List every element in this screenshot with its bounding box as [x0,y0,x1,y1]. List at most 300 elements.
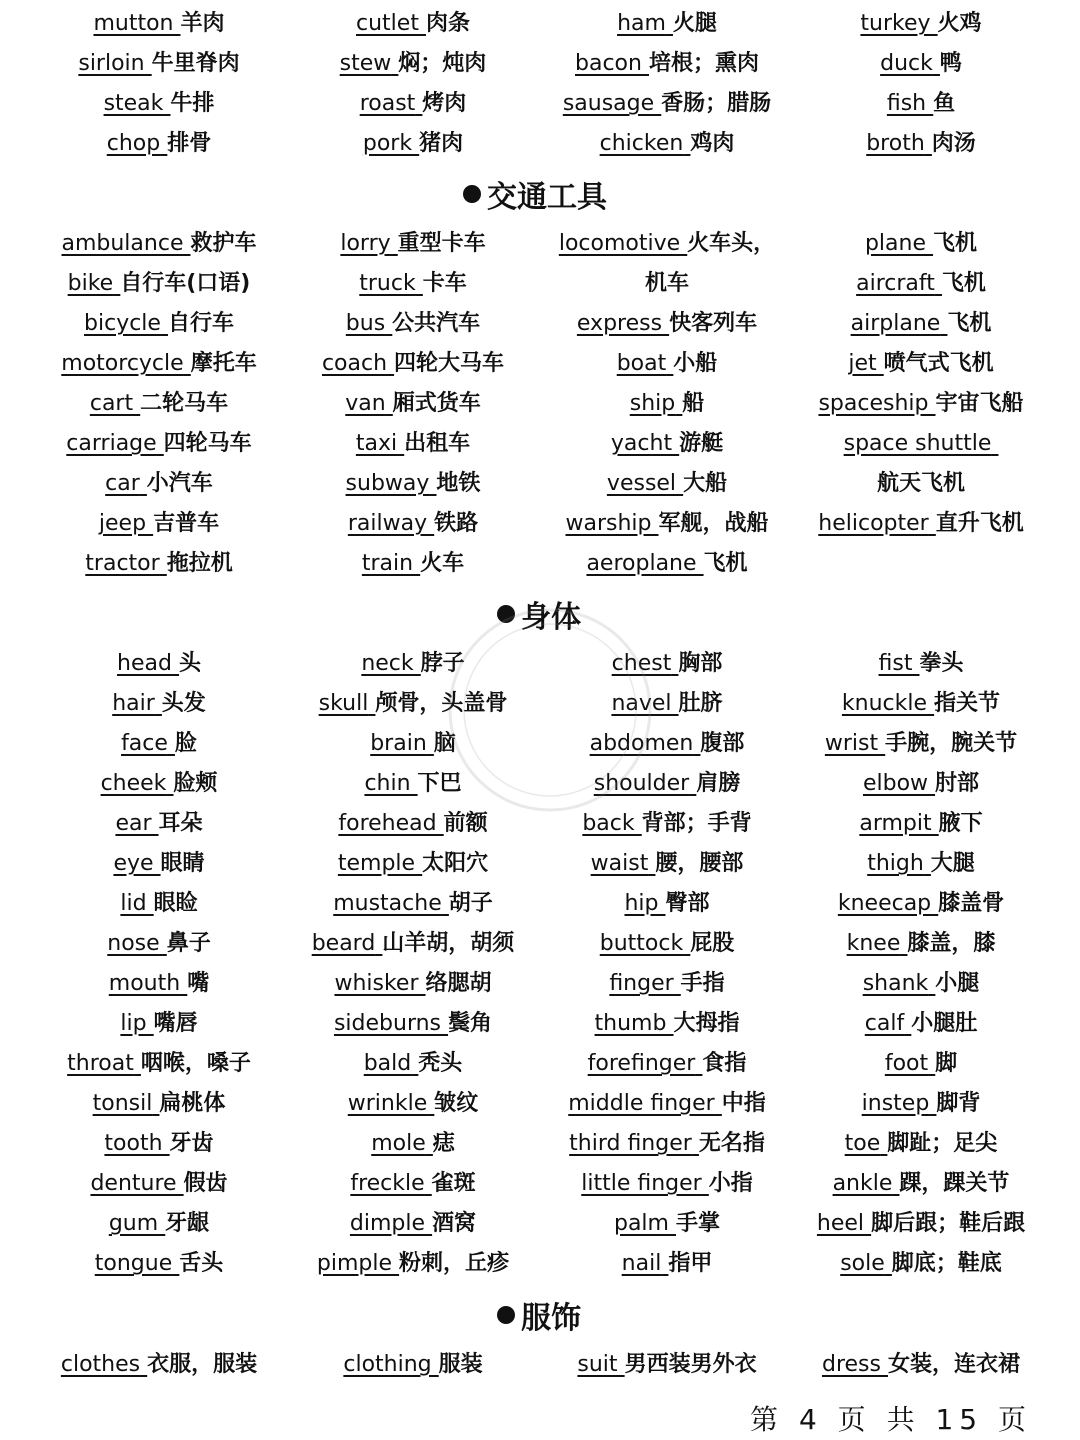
vocab-entry [540,544,794,584]
english-word: whisker [334,971,419,996]
chinese-meaning: 直升飞机 [935,511,1024,536]
english-word: aeroplane [586,551,697,576]
chinese-meaning: 腰，腰部 [655,851,744,876]
vocab-row [32,644,1048,684]
chinese-meaning: 皱纹 [434,1091,479,1116]
english-word: coach [321,351,388,376]
vocab-entry [286,1084,540,1124]
chinese-meaning: 前额 [443,811,488,836]
vocab-entry [540,884,794,924]
vocab-entry [540,504,794,544]
vocab-entry [794,124,1048,164]
chinese-meaning: 扁桃体 [159,1091,226,1116]
vocab-entry [540,124,794,164]
vocab-row [32,384,1048,424]
chinese-meaning: 中指 [721,1091,766,1116]
english-word: middle finger [568,1091,715,1116]
vocab-entry [794,1164,1048,1204]
chinese-meaning: 地铁 [436,471,481,496]
vocab-entry [286,804,540,844]
vocab-entry [32,264,286,304]
chinese-meaning: 牙龈 [165,1211,210,1236]
chinese-meaning: 公共汽车 [392,311,481,336]
vocab-row [32,344,1048,384]
chinese-meaning: 吉普车 [153,511,220,536]
vocab-row [32,1124,1048,1164]
chinese-meaning: 培根；熏肉 [648,51,759,76]
chinese-meaning: 嘴 [187,971,210,996]
vocab-entry [32,124,286,164]
english-word: lorry [340,231,391,256]
english-word: fist [878,651,913,676]
vocab-entry [286,344,540,384]
english-word: fish [886,91,927,116]
vocab-entry [540,1345,794,1385]
english-word: tonsil [92,1091,153,1116]
vocab-entry [540,384,794,424]
vocab-entry [32,4,286,44]
chinese-meaning: 背部；手背 [641,811,752,836]
english-word: suit [577,1352,618,1377]
vocab-entry [32,644,286,684]
vocab-entry [794,424,1048,464]
vocab-entry [32,844,286,884]
vocab-entry [540,424,794,464]
vocab-entry [286,464,540,504]
english-word: ankle [832,1171,893,1196]
vocab-entry [794,1204,1048,1244]
english-word: van [345,391,386,416]
english-word: bus [345,311,386,336]
vocab-entry [794,464,1048,504]
english-word: sausage [562,91,655,116]
english-word: yacht [610,431,673,456]
vocab-entry [794,1084,1048,1124]
chinese-meaning: 大船 [683,471,728,496]
english-word: third finger [569,1131,692,1156]
chinese-meaning: 羊肉 [180,11,225,36]
chinese-meaning: 踝，踝关节 [899,1171,1010,1196]
vocab-entry [540,84,794,124]
vocab-entry [286,124,540,164]
chinese-meaning: 鸭 [939,51,962,76]
english-word: chicken [599,131,684,156]
chinese-meaning: 假齿 [183,1171,228,1196]
section-title: 交通工具 [487,180,607,215]
vocab-row [32,4,1048,44]
vocab-row [32,924,1048,964]
vocab-row [32,304,1048,344]
chinese-meaning: 大腿 [930,851,975,876]
vocab-entry [794,1044,1048,1084]
vocab-entry [32,1084,286,1124]
chinese-meaning: 摩托车 [190,351,257,376]
chinese-meaning: 小指 [708,1171,753,1196]
vocab-entry [286,1244,540,1284]
english-word: calf [864,1011,905,1036]
english-word: knee [846,931,901,956]
chinese-meaning: 船 [682,391,705,416]
chinese-meaning: 火车头， [687,231,776,256]
chinese-meaning: 重型卡车 [397,231,486,256]
vocab-entry [286,4,540,44]
english-word: thigh [867,851,924,876]
chinese-meaning: 痣 [432,1131,455,1156]
vocab-entry [286,1345,540,1385]
vocab-row [32,544,1048,584]
vocab-row [32,424,1048,464]
vocab-row [32,724,1048,764]
chinese-meaning: 小汽车 [146,471,213,496]
vocab-entry [540,1204,794,1244]
chinese-meaning: 拳头 [919,651,964,676]
vocab-row [32,1044,1048,1084]
vocab-entry [540,724,794,764]
english-word: shoulder [593,771,690,796]
section-heading-body [0,592,1080,636]
vocab-entry [286,1204,540,1244]
english-word: jet [848,351,877,376]
vocab-entry [286,884,540,924]
chinese-meaning: 腹部 [700,731,745,756]
vocab-entry [794,1004,1048,1044]
page-number: 第 4 页 共 15 页 [750,1403,1032,1436]
chinese-meaning: 牛排 [170,91,215,116]
vocab-entry [540,344,794,384]
chinese-meaning: 救护车 [190,231,257,256]
vocab-entry [286,924,540,964]
english-word: eye [113,851,154,876]
vocab-entry [540,964,794,1004]
chinese-meaning: 航天飞机 [876,471,965,496]
english-word: armpit [859,811,932,836]
vocab-entry [32,1044,286,1084]
english-word: ham [617,11,666,36]
english-word: buttock [599,931,684,956]
chinese-meaning: 四轮大马车 [394,351,505,376]
chinese-meaning: 香肠；腊肠 [661,91,772,116]
vocab-entry [286,724,540,764]
vocab-entry [32,1204,286,1244]
english-word: pork [362,131,413,156]
vocab-entry [540,1084,794,1124]
vocab-entry [794,1124,1048,1164]
vocab-row [32,804,1048,844]
chinese-meaning: 脑 [433,731,456,756]
vocab-entry [540,644,794,684]
english-word: chin [364,771,411,796]
vocab-entry [794,504,1048,544]
vocab-entry [286,1164,540,1204]
english-word: abdomen [589,731,694,756]
english-word: mutton [93,11,174,36]
english-word: train [361,551,414,576]
english-word: jeep [98,511,147,536]
vocab-entry [794,384,1048,424]
english-word: bald [363,1051,412,1076]
vocab-row [32,1084,1048,1124]
english-word: neck [361,651,414,676]
chinese-meaning: 络腮胡 [425,971,492,996]
vocab-entry [286,764,540,804]
english-word: broth [866,131,925,156]
english-word: subway [345,471,430,496]
english-word: tongue [94,1251,173,1276]
chinese-meaning: 指甲 [668,1251,713,1276]
english-word: car [105,471,140,496]
vocab-entry [32,1004,286,1044]
vocab-entry [540,924,794,964]
vocab-row [32,84,1048,124]
vocab-entry [540,224,794,264]
vocab-entry [286,644,540,684]
english-word: throat [67,1051,134,1076]
chinese-meaning: 男西装男外衣 [624,1352,757,1377]
section-title: 服饰 [521,1301,581,1336]
english-word: mustache [333,891,442,916]
vocab-entry [540,844,794,884]
english-word: freckle [350,1171,425,1196]
vocab-entry [540,1044,794,1084]
chinese-meaning: 自行车(口语) [120,271,251,296]
english-word: taxi [355,431,398,456]
english-word: chest [611,651,672,676]
vocab-row [32,124,1048,164]
chinese-meaning: 出租车 [404,431,471,456]
vocab-entry [286,424,540,464]
chinese-meaning: 厢式货车 [392,391,481,416]
chinese-meaning: 二轮马车 [140,391,229,416]
chinese-meaning: 脚 [935,1051,958,1076]
english-word: dress [821,1352,881,1377]
english-word: railway [347,511,428,536]
bullet-icon [497,605,515,623]
vocab-entry [286,844,540,884]
english-word: face [121,731,168,756]
chinese-meaning: 自行车 [167,311,234,336]
chinese-meaning: 拖拉机 [166,551,233,576]
english-word: stew [339,51,392,76]
english-word: thumb [594,1011,667,1036]
vocab-row [32,1345,1048,1385]
chinese-meaning: 鬓角 [448,1011,493,1036]
chinese-meaning: 飞机 [703,551,748,576]
chinese-meaning: 无名指 [698,1131,765,1156]
vocab-entry [32,1244,286,1284]
vocab-entry [794,884,1048,924]
vocab-entry [540,684,794,724]
chinese-meaning: 屁股 [690,931,735,956]
english-word: helicopter [818,511,929,536]
english-word: lid [120,891,147,916]
chinese-meaning: 头发 [161,691,206,716]
english-word: truck [359,271,416,296]
bullet-icon [463,185,481,203]
vocab-entry [286,384,540,424]
english-word: motorcycle [61,351,184,376]
chinese-meaning: 服装 [438,1352,483,1377]
chinese-meaning: 膝盖，膝 [907,931,996,956]
english-word: finger [609,971,674,996]
chinese-meaning: 排骨 [167,131,212,156]
vocab-entry [794,84,1048,124]
english-word: mouth [108,971,181,996]
chinese-meaning: 雀斑 [431,1171,476,1196]
chinese-meaning: 胸部 [678,651,723,676]
english-word: aircraft [856,271,935,296]
vocab-entry [794,224,1048,264]
english-word: temple [337,851,416,876]
vocab-entry [32,724,286,764]
vocab-entry [540,764,794,804]
section-title: 身体 [521,600,581,635]
chinese-meaning: 飞机 [941,271,986,296]
vocab-entry [32,1164,286,1204]
chinese-meaning: 脚趾；足尖 [887,1131,998,1156]
vocab-entry [32,1124,286,1164]
vocab-entry [32,684,286,724]
english-word: turkey [860,11,931,36]
vocab-row [32,1204,1048,1244]
english-word: nose [107,931,160,956]
chinese-meaning: 脚后跟；鞋后跟 [871,1211,1026,1236]
english-word: skull [318,691,369,716]
vocab-entry [32,1345,286,1385]
vocab-entry [32,964,286,1004]
english-word: palm [613,1211,669,1236]
vocab-row [32,684,1048,724]
chinese-meaning: 鼻子 [166,931,211,956]
vocab-entry [286,1004,540,1044]
english-word: beard [311,931,376,956]
english-word: sole [840,1251,885,1276]
chinese-meaning: 脚背 [936,1091,981,1116]
english-word: back [582,811,635,836]
chinese-meaning: 宇宙飞船 [935,391,1024,416]
vocab-entry [540,304,794,344]
vocab-entry [540,4,794,44]
english-word: little finger [581,1171,702,1196]
vocab-row [32,884,1048,924]
chinese-meaning: 山羊胡，胡须 [382,931,515,956]
chinese-meaning: 烤肉 [422,91,467,116]
english-word: ear [115,811,152,836]
chinese-meaning: 脸 [174,731,197,756]
section-heading-clothing [0,1293,1080,1337]
english-word: kneecap [837,891,932,916]
english-word: dimple [349,1211,426,1236]
chinese-meaning: 牛里脊肉 [151,51,240,76]
chinese-meaning: 大拇指 [673,1011,740,1036]
vocab-entry [794,964,1048,1004]
vocab-entry [32,804,286,844]
vocab-entry [32,544,286,584]
english-word: head [117,651,172,676]
chinese-meaning: 肉条 [425,11,470,36]
chinese-meaning: 快客列车 [669,311,758,336]
vocab-entry [32,224,286,264]
vocab-entry [286,224,540,264]
vocab-row [32,44,1048,84]
chinese-meaning: 粉刺，丘疹 [399,1251,510,1276]
english-word: cutlet [356,11,419,36]
vocab-entry [32,464,286,504]
vocab-entry [286,504,540,544]
vocab-row [32,504,1048,544]
vocab-entry [794,644,1048,684]
english-word: cart [89,391,134,416]
chinese-meaning: 脸颊 [173,771,218,796]
chinese-meaning: 手掌 [675,1211,720,1236]
chinese-meaning: 胡子 [448,891,493,916]
chinese-meaning: 火腿 [672,11,717,36]
vocab-entry [794,724,1048,764]
vocab-entry [540,464,794,504]
english-word: waist [590,851,649,876]
english-word: nail [621,1251,662,1276]
english-word: bike [67,271,114,296]
english-word: bicycle [84,311,161,336]
vocab-entry [794,544,1048,584]
english-word: wrinkle [347,1091,428,1116]
chinese-meaning: 鱼 [933,91,956,116]
chinese-meaning: 喷气式飞机 [883,351,994,376]
english-word: ambulance [61,231,184,256]
vocab-entry [286,264,540,304]
vocab-row [32,1004,1048,1044]
english-word: toe [844,1131,881,1156]
english-word: roast [359,91,416,116]
vocab-row [32,224,1048,264]
chinese-meaning: 机车 [644,271,689,296]
english-word: wrist [824,731,879,756]
vocab-row [32,844,1048,884]
chinese-meaning: 小腿肚 [911,1011,978,1036]
english-word: hair [112,691,155,716]
vocab-row [32,464,1048,504]
chinese-meaning: 耳朵 [158,811,203,836]
vocab-entry [794,764,1048,804]
chinese-meaning: 卡车 [422,271,467,296]
chinese-meaning: 火鸡 [937,11,982,36]
chinese-meaning: 肉汤 [931,131,976,156]
vocab-entry [540,264,794,304]
english-word: warship [565,511,652,536]
vocab-entry [286,1044,540,1084]
english-word: brain [370,731,427,756]
vocab-entry [794,1244,1048,1284]
vocab-entry [794,804,1048,844]
english-word: sideburns [333,1011,442,1036]
chinese-meaning: 手腕，腕关节 [885,731,1018,756]
vocab-entry [794,684,1048,724]
chinese-meaning: 舌头 [179,1251,224,1276]
vocab-entry [540,1124,794,1164]
english-word: steak [103,91,164,116]
english-word: chop [106,131,161,156]
chinese-meaning: 脚底；鞋底 [891,1251,1002,1276]
english-word: tractor [85,551,160,576]
vocab-entry [286,684,540,724]
chinese-meaning: 颅骨，头盖骨 [375,691,508,716]
vocab-entry [32,504,286,544]
english-word: boat [616,351,667,376]
vocab-entry [32,44,286,84]
chinese-meaning: 酒窝 [432,1211,477,1236]
english-word: denture [90,1171,177,1196]
chinese-meaning: 女装，连衣裙 [887,1352,1020,1377]
english-word: navel [611,691,672,716]
